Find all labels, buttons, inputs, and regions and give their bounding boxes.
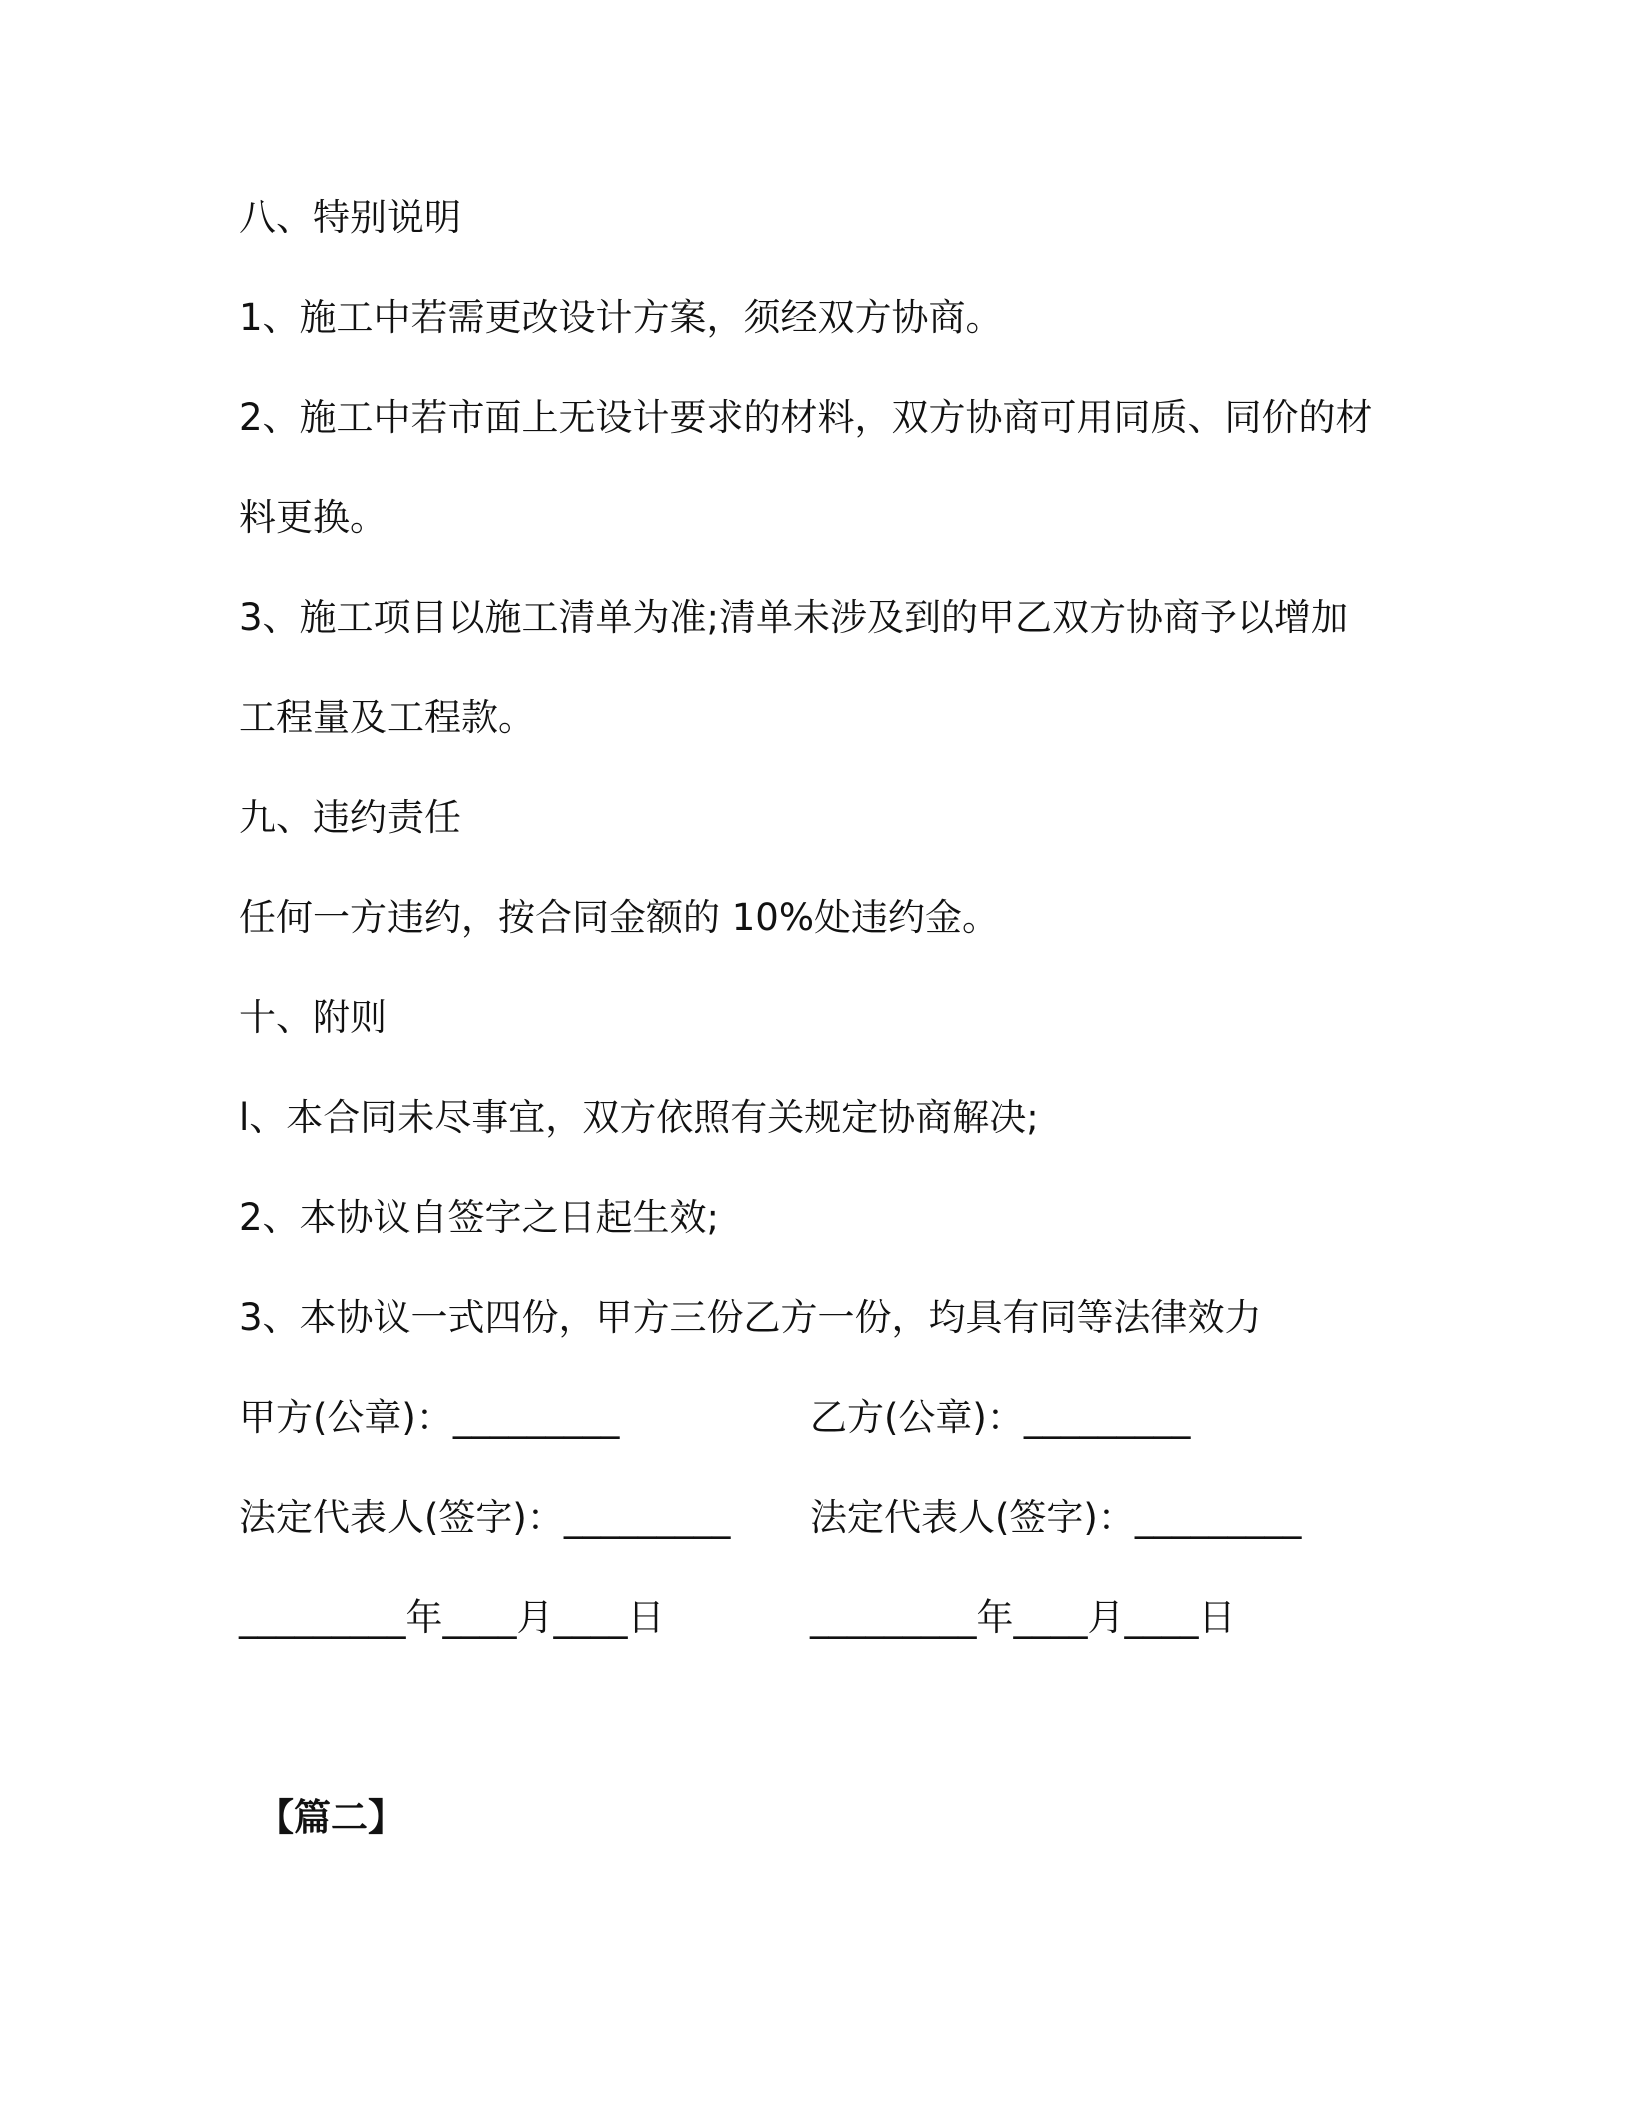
section-8-item-2-line-1: 2、施工中若市面上无设计要求的材料，双方协商可用同质、同价的材 xyxy=(239,396,1373,439)
section-8-item-1: 1、施工中若需更改设计方案，须经双方协商。 xyxy=(239,296,1003,339)
section-8-item-3-line-2: 工程量及工程款。 xyxy=(239,696,535,739)
party-b-seal: 乙方(公章)：_________ xyxy=(810,1396,1191,1439)
section-10-heading: 十、附则 xyxy=(239,996,387,1039)
party-b-representative: 法定代表人(签字)：_________ xyxy=(810,1496,1302,1539)
party-a-date: _________年____月____日 xyxy=(239,1596,665,1639)
party-b-date: _________年____月____日 xyxy=(810,1596,1236,1639)
section-8-heading: 八、特别说明 xyxy=(239,196,461,239)
party-a-seal: 甲方(公章)：_________ xyxy=(239,1396,620,1439)
party-a-representative: 法定代表人(签字)：_________ xyxy=(239,1496,731,1539)
section-9-heading: 九、违约责任 xyxy=(239,796,461,839)
section-10-item-2: 2、本协议自签字之日起生效; xyxy=(239,1196,720,1239)
next-section-title: 【篇二】 xyxy=(257,1796,405,1839)
section-9-text: 任何一方违约，按合同金额的 10%处违约金。 xyxy=(239,896,999,939)
section-10-item-1: l、本合同未尽事宜，双方依照有关规定协商解决; xyxy=(239,1096,1039,1139)
section-8-item-2-line-2: 料更换。 xyxy=(239,496,387,539)
section-8-item-3-line-1: 3、施工项目以施工清单为准;清单未涉及到的甲乙双方协商予以增加 xyxy=(239,596,1349,639)
section-10-item-3: 3、本协议一式四份，甲方三份乙方一份，均具有同等法律效力 xyxy=(239,1296,1262,1339)
